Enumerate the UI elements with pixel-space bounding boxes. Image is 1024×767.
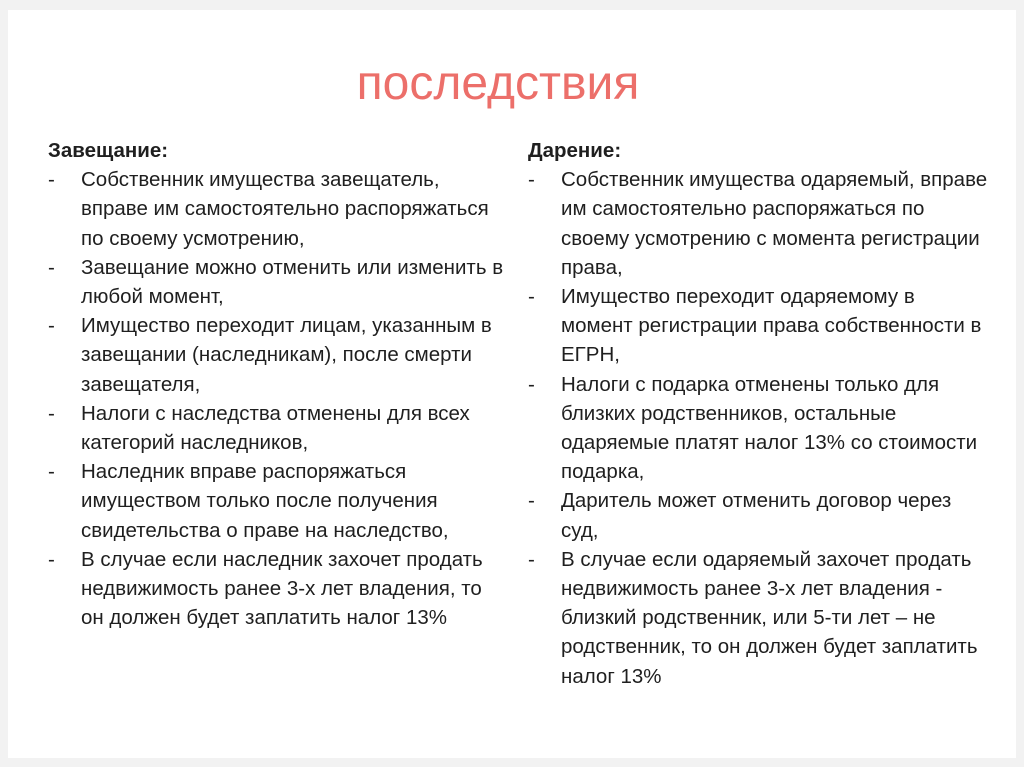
will-item: - В случае если наследник захочет продать недвижимость ранее 3-х лет владения, то он должен будет заплатить налог 13% [48,545,508,633]
gift-list [528,165,988,691]
will-item: - Наследник вправе распоряжаться имуществом только после получения свидетельства о праве на наследство, [48,457,508,545]
gift-item: - Собственник имущества одаряемый, вправе им самостоятельно распоряжаться по своему усмотрению с момента регистрации права, [528,165,988,282]
gift-column [528,136,988,691]
will-heading: Завещание: [48,139,169,162]
gift-item: - Имущество переходит одаряемому в момент регистрации права собственности в ЕГРН, [528,282,988,370]
will-list [48,165,508,632]
will-item: - Завещание можно отменить или изменить в любой момент, [48,253,508,311]
slide-title: последствия [356,57,640,110]
gift-item: - В случае если одаряемый захочет продать недвижимость ранее 3-х лет владения - близкий родственник, или 5-ти лет – не родственник, то он должен будет заплатить налог 13% [528,545,988,691]
gift-item: - Даритель может отменить договор через суд, [528,486,988,544]
slide [8,10,1016,758]
gift-heading: Дарение: [528,139,622,162]
gift-item: - Налоги с подарка отменены только для близких родственников, остальные одаряемые платят налог 13% со стоимости подарка, [528,370,988,487]
will-item: - Собственник имущества завещатель, вправе им самостоятельно распоряжаться по своему усмотрению, [48,165,508,253]
will-item: - Имущество переходит лицам, указанным в завещании (наследникам), после смерти завещателя, [48,311,508,399]
will-item: - Налоги с наследства отменены для всех категорий наследников, [48,399,508,457]
will-column [48,136,508,632]
